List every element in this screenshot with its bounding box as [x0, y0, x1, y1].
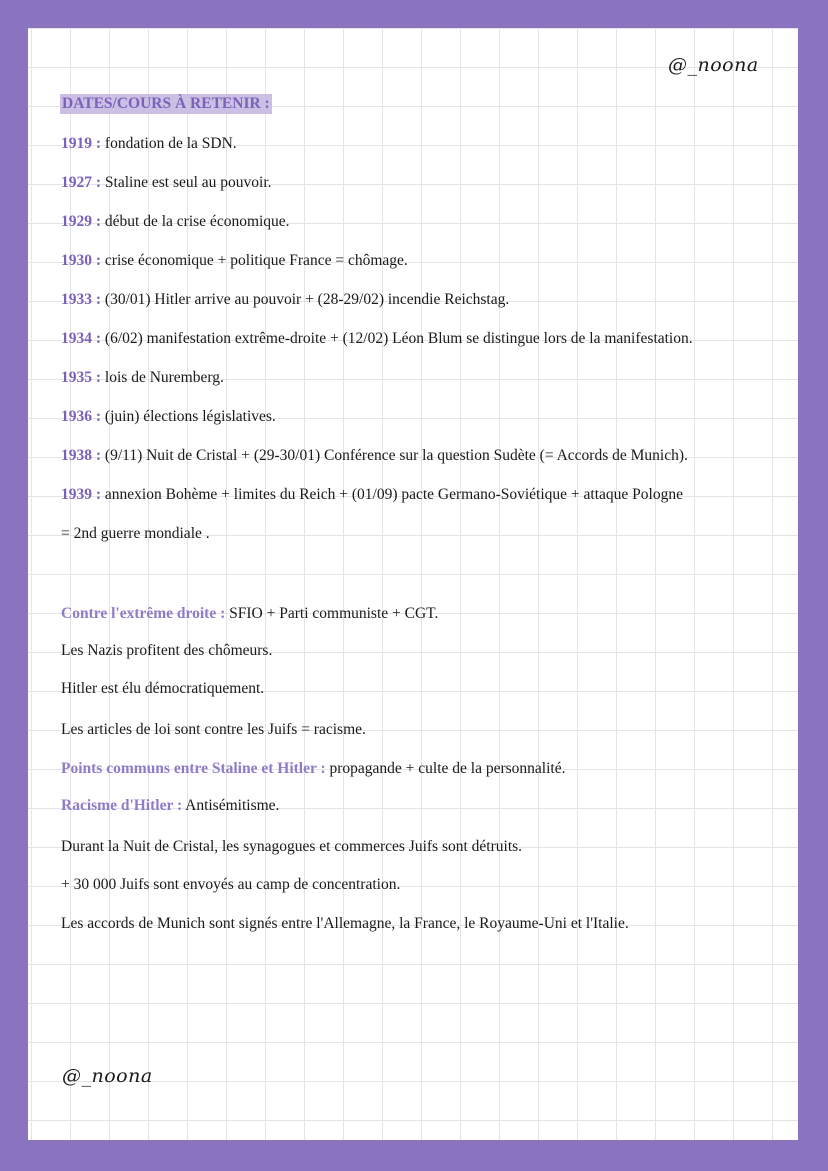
signature-top: @_noona	[668, 54, 759, 76]
note-label: Racisme d'Hitler :	[61, 797, 183, 814]
date-year: 1934 :	[61, 330, 102, 347]
date-year: 1933 :	[61, 291, 102, 308]
note-text: Les articles de loi sont contre les Juifs = racisme.	[61, 721, 366, 738]
date-text: crise économique + politique France = chômage.	[101, 252, 408, 269]
note-text: Les Nazis profitent des chômeurs.	[61, 642, 273, 659]
date-entry	[61, 213, 290, 231]
date-text: (juin) élections législatives.	[101, 408, 276, 425]
note-text: + 30 000 Juifs sont envoyés au camp de concentration.	[61, 876, 401, 893]
date-text: annexion Bohème + limites du Reich + (01/09) pacte Germano-Soviétique + attaque Pologne	[101, 486, 683, 503]
date-entry	[61, 408, 276, 426]
date-year: 1929 :	[61, 213, 102, 230]
date-year: 1936 :	[61, 408, 102, 425]
date-year: 1935 :	[61, 369, 102, 386]
date-text: (9/11) Nuit de Cristal + (29-30/01) Conférence sur la question Sudète (= Accords de Munich).	[101, 447, 688, 464]
signature-bottom: @_noona	[62, 1065, 153, 1087]
date-text: lois de Nuremberg.	[101, 369, 224, 386]
note-line	[61, 838, 522, 856]
date-entry	[61, 447, 688, 465]
date-text: Staline est seul au pouvoir.	[101, 174, 272, 191]
date-entry	[61, 486, 683, 504]
date-text: fondation de la SDN.	[101, 135, 237, 152]
note-line	[61, 642, 272, 660]
note-line	[61, 760, 565, 778]
date-entry	[61, 135, 237, 153]
note-label: Contre l'extrême droite :	[61, 605, 226, 622]
note-text: SFIO + Parti communiste + CGT.	[225, 605, 439, 622]
note-line	[61, 797, 279, 815]
date-text: début de la crise économique.	[101, 213, 290, 230]
note-text: Hitler est élu démocratiquement.	[61, 680, 265, 697]
date-continuation: = 2nd guerre mondiale .	[61, 525, 210, 542]
note-line	[61, 876, 400, 894]
date-text: (6/02) manifestation extrême-droite + (12/02) Léon Blum se distingue lors de la manifestation.	[101, 330, 693, 347]
date-entry	[61, 369, 224, 387]
notebook-page	[28, 28, 798, 1140]
date-year: 1919 :	[61, 135, 102, 152]
date-year: 1939 :	[61, 486, 102, 503]
section-heading: DATES/COURS À RETENIR :	[62, 95, 270, 112]
date-entry	[61, 252, 408, 270]
date-entry	[61, 174, 272, 192]
note-text: Antisémitisme.	[182, 797, 280, 814]
note-line	[61, 605, 438, 623]
note-line	[61, 721, 366, 739]
date-text: (30/01) Hitler arrive au pouvoir + (28-29/02) incendie Reichstag.	[101, 291, 510, 308]
note-line	[61, 915, 629, 933]
date-year: 1927 :	[61, 174, 102, 191]
note-text: Durant la Nuit de Cristal, les synagogues et commerces Juifs sont détruits.	[61, 838, 523, 855]
note-text: propagande + culte de la personnalité.	[325, 760, 566, 777]
date-year: 1938 :	[61, 447, 102, 464]
note-line	[61, 680, 264, 698]
date-year: 1930 :	[61, 252, 102, 269]
note-text: Les accords de Munich sont signés entre l'Allemagne, la France, le Royaume-Uni et l'Italie.	[61, 915, 629, 932]
date-entry	[61, 330, 693, 348]
note-label: Points communs entre Staline et Hitler :	[61, 760, 326, 777]
date-entry	[61, 291, 509, 309]
